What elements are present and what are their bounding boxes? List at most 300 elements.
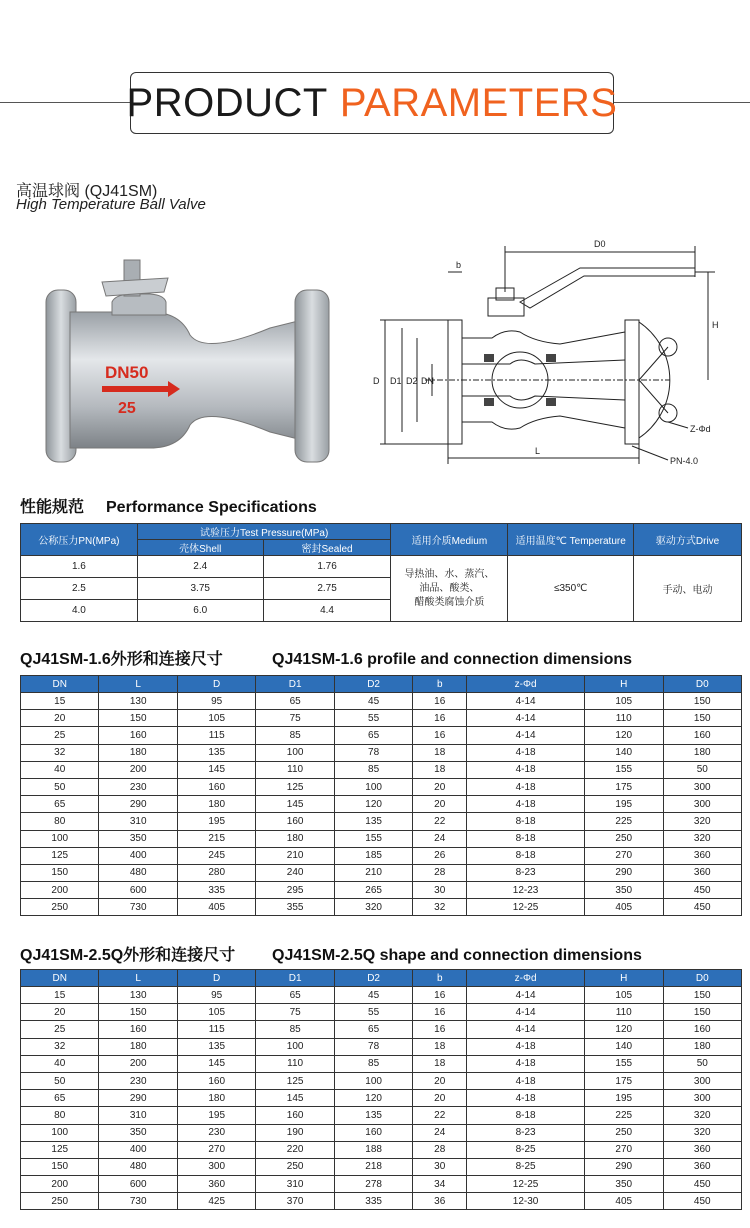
table-cell: 195	[177, 1107, 255, 1124]
table-cell: 4-18	[467, 761, 585, 778]
table-cell: 225	[585, 813, 663, 830]
table-cell: 300	[663, 1072, 742, 1089]
table-cell: 130	[99, 987, 177, 1004]
performance-title-en: Performance Specifications	[106, 499, 317, 516]
drawing-label-l: L	[535, 446, 541, 456]
table-cell: 155	[585, 761, 663, 778]
table-cell: 290	[585, 864, 663, 881]
column-header: L	[99, 970, 177, 987]
table-cell: 405	[177, 899, 255, 916]
table-cell: 160	[334, 1124, 412, 1141]
table-cell: 105	[585, 987, 663, 1004]
table-cell: 110	[585, 710, 663, 727]
table-cell: 4-18	[467, 1038, 585, 1055]
table-cell: 225	[585, 1107, 663, 1124]
table-cell: 450	[663, 899, 742, 916]
column-header: DN	[21, 970, 99, 987]
column-header: H	[585, 970, 663, 987]
table-cell: 600	[99, 1176, 177, 1193]
table-cell: 295	[256, 882, 334, 899]
table-row	[21, 1124, 742, 1141]
cell-sealed: 4.4	[263, 600, 391, 622]
table-cell: 210	[334, 864, 412, 881]
table-cell: 20	[21, 1004, 99, 1021]
table-cell: 4-18	[467, 778, 585, 795]
table-cell: 22	[413, 813, 467, 830]
table-cell: 12-25	[467, 1176, 585, 1193]
table-cell: 145	[177, 1055, 255, 1072]
table-row	[21, 1055, 742, 1072]
table-cell: 160	[256, 1107, 334, 1124]
table-cell: 200	[99, 1055, 177, 1072]
table-cell: 175	[585, 1072, 663, 1089]
table-cell: 190	[256, 1124, 334, 1141]
table-cell: 65	[21, 796, 99, 813]
performance-table	[20, 523, 742, 622]
table-cell: 105	[585, 693, 663, 710]
medium-line: 油品、酸类、	[419, 582, 480, 594]
table-cell: 100	[334, 1072, 412, 1089]
table-cell: 140	[585, 744, 663, 761]
table-row	[21, 710, 742, 727]
cell-shell: 2.4	[137, 556, 263, 578]
stem-handle-plate	[102, 278, 168, 296]
table-cell: 135	[177, 744, 255, 761]
cell-shell: 6.0	[137, 600, 263, 622]
table-cell: 65	[334, 1021, 412, 1038]
table-cell: 160	[177, 778, 255, 795]
table-cell: 270	[585, 1141, 663, 1158]
table-cell: 480	[99, 1158, 177, 1175]
table-cell: 160	[663, 1021, 742, 1038]
table-row	[21, 727, 742, 744]
table-row	[21, 1072, 742, 1089]
table-cell: 450	[663, 882, 742, 899]
column-header: D1	[256, 676, 334, 693]
table-row	[21, 882, 742, 899]
table-cell: 730	[99, 899, 177, 916]
table-cell: 145	[177, 761, 255, 778]
table-cell: 730	[99, 1193, 177, 1210]
header-shell: 壳体Shell	[137, 540, 263, 556]
table-cell: 80	[21, 813, 99, 830]
table-cell: 400	[99, 847, 177, 864]
table-cell: 300	[663, 778, 742, 795]
column-header: D	[177, 970, 255, 987]
table-cell: 135	[334, 813, 412, 830]
table-row	[21, 1038, 742, 1055]
table-cell: 125	[256, 1072, 334, 1089]
table-cell: 195	[177, 813, 255, 830]
table-cell: 18	[413, 1038, 467, 1055]
table-cell: 25	[21, 727, 99, 744]
table-cell: 230	[99, 778, 177, 795]
table-cell: 300	[177, 1158, 255, 1175]
medium-line: 醋酸类腐蚀介质	[414, 596, 485, 608]
column-header: z-Φd	[467, 676, 585, 693]
table-cell: 4-14	[467, 1004, 585, 1021]
table-cell: 185	[334, 847, 412, 864]
table-row	[21, 744, 742, 761]
table-cell: 8-18	[467, 1107, 585, 1124]
table-cell: 65	[334, 727, 412, 744]
drawing-label-d1: D1	[390, 376, 402, 386]
table-cell: 320	[663, 813, 742, 830]
table-cell: 200	[21, 882, 99, 899]
table-cell: 150	[663, 710, 742, 727]
column-header: b	[413, 676, 467, 693]
cell-shell: 3.75	[137, 578, 263, 600]
table-cell: 16	[413, 710, 467, 727]
drawing-label-d: D	[373, 376, 380, 386]
table-cell: 405	[585, 899, 663, 916]
table-row	[21, 1004, 742, 1021]
table-cell: 105	[177, 710, 255, 727]
table-row	[21, 1141, 742, 1158]
table-cell: 8-18	[467, 830, 585, 847]
right-flange	[295, 290, 329, 462]
column-header: D0	[663, 676, 742, 693]
table-row	[21, 1107, 742, 1124]
table-row	[21, 761, 742, 778]
table-cell: 218	[334, 1158, 412, 1175]
table-cell: 290	[585, 1158, 663, 1175]
table-cell: 85	[256, 1021, 334, 1038]
product-title-cn: 高温球阀 (QJ41SM)	[16, 183, 158, 200]
table-cell: 24	[413, 1124, 467, 1141]
table-cell: 320	[663, 830, 742, 847]
drawing-label-d0: D0	[594, 239, 606, 249]
table-cell: 230	[99, 1072, 177, 1089]
table-cell: 40	[21, 761, 99, 778]
cell-pn: 4.0	[21, 600, 138, 622]
table-row	[21, 1158, 742, 1175]
table-cell: 4-14	[467, 1021, 585, 1038]
table-cell: 95	[177, 693, 255, 710]
table-cell: 125	[256, 778, 334, 795]
table-cell: 45	[334, 987, 412, 1004]
table-cell: 85	[256, 727, 334, 744]
table-cell: 450	[663, 1193, 742, 1210]
table-cell: 360	[663, 864, 742, 881]
table-row	[21, 796, 742, 813]
header-medium: 适用介质Medium	[391, 524, 508, 556]
table-row	[21, 1193, 742, 1210]
column-header: D	[177, 676, 255, 693]
column-header: z-Φd	[467, 970, 585, 987]
cell-drive: 手动、电动	[634, 556, 742, 622]
cell-pn: 2.5	[21, 578, 138, 600]
cell-medium	[391, 556, 508, 622]
table-cell: 150	[21, 1158, 99, 1175]
column-header: DN	[21, 676, 99, 693]
table-cell: 30	[413, 1158, 467, 1175]
table-cell: 310	[99, 813, 177, 830]
performance-section-title	[20, 494, 317, 517]
cell-sealed: 2.75	[263, 578, 391, 600]
dims-16-title-cn: QJ41SM-1.6外形和连接尺寸	[20, 651, 223, 668]
table-cell: 600	[99, 882, 177, 899]
table-cell: 200	[99, 761, 177, 778]
table-cell: 195	[585, 1090, 663, 1107]
table-cell: 16	[413, 693, 467, 710]
photo-marking-pn: 25	[118, 400, 136, 417]
table-cell: 16	[413, 727, 467, 744]
drawing-label-b: b	[456, 260, 462, 270]
table-row	[21, 847, 742, 864]
banner-word-parameters: PARAMETERS	[339, 80, 618, 125]
table-cell: 310	[256, 1176, 334, 1193]
table-cell: 26	[413, 847, 467, 864]
banner-word-product: PRODUCT	[126, 80, 328, 125]
table-cell: 145	[256, 796, 334, 813]
dims-25-title-en: QJ41SM-2.5Q shape and connection dimensions	[272, 947, 642, 964]
table-cell: 360	[663, 1141, 742, 1158]
table-cell: 265	[334, 882, 412, 899]
drawing-label-zd: Z-Φd	[690, 424, 711, 434]
table-cell: 140	[585, 1038, 663, 1055]
table-cell: 8-23	[467, 864, 585, 881]
table-cell: 50	[663, 1055, 742, 1072]
cell-sealed: 1.76	[263, 556, 391, 578]
table-cell: 8-25	[467, 1141, 585, 1158]
table-cell: 250	[256, 1158, 334, 1175]
table-cell: 145	[256, 1090, 334, 1107]
drawing-label-dn: DN	[421, 376, 434, 386]
table-cell: 75	[256, 1004, 334, 1021]
table-row	[21, 556, 742, 578]
table-cell: 100	[21, 830, 99, 847]
table-cell: 350	[99, 1124, 177, 1141]
table-cell: 78	[334, 744, 412, 761]
table-cell: 180	[177, 796, 255, 813]
table-cell: 188	[334, 1141, 412, 1158]
cell-temperature: ≤350℃	[508, 556, 634, 622]
table-cell: 4-18	[467, 744, 585, 761]
table-cell: 370	[256, 1193, 334, 1210]
table-cell: 350	[99, 830, 177, 847]
table-row	[21, 1021, 742, 1038]
table-cell: 8-23	[467, 1124, 585, 1141]
table-cell: 150	[21, 864, 99, 881]
table-cell: 85	[334, 761, 412, 778]
table-cell: 36	[413, 1193, 467, 1210]
dims-25-title-cn: QJ41SM-2.5Q外形和连接尺寸	[20, 947, 236, 964]
table-cell: 65	[21, 1090, 99, 1107]
table-cell: 250	[585, 830, 663, 847]
table-cell: 110	[585, 1004, 663, 1021]
table-cell: 16	[413, 1021, 467, 1038]
table-cell: 50	[663, 761, 742, 778]
table-cell: 240	[256, 864, 334, 881]
table-cell: 12-23	[467, 882, 585, 899]
table-cell: 278	[334, 1176, 412, 1193]
header-test-pressure: 试验压力Test Pressure(MPa)	[137, 524, 391, 540]
table-cell: 4-18	[467, 1072, 585, 1089]
table-cell: 55	[334, 1004, 412, 1021]
table-cell: 8-25	[467, 1158, 585, 1175]
column-header: D1	[256, 970, 334, 987]
dims-16-section-title	[20, 646, 632, 669]
table-row	[21, 899, 742, 916]
table-cell: 20	[413, 796, 467, 813]
table-cell: 16	[413, 987, 467, 1004]
table-cell: 18	[413, 1055, 467, 1072]
table-cell: 320	[663, 1107, 742, 1124]
drawing-label-d2: D2	[406, 376, 418, 386]
cell-pn: 1.6	[21, 556, 138, 578]
table-cell: 180	[99, 1038, 177, 1055]
table-cell: 150	[663, 1004, 742, 1021]
valve-bonnet	[112, 294, 166, 315]
photo-marking-dn: DN50	[105, 363, 149, 382]
table-cell: 20	[21, 710, 99, 727]
table-cell: 245	[177, 847, 255, 864]
table-cell: 335	[177, 882, 255, 899]
table-cell: 22	[413, 1107, 467, 1124]
column-header: H	[585, 676, 663, 693]
table-cell: 32	[21, 744, 99, 761]
table-cell: 20	[413, 778, 467, 795]
table-cell: 180	[177, 1090, 255, 1107]
table-cell: 24	[413, 830, 467, 847]
table-cell: 78	[334, 1038, 412, 1055]
table-cell: 180	[99, 744, 177, 761]
table-cell: 360	[663, 847, 742, 864]
table-cell: 150	[663, 693, 742, 710]
column-header: D2	[334, 676, 412, 693]
table-cell: 4-14	[467, 710, 585, 727]
table-cell: 50	[21, 778, 99, 795]
table-cell: 355	[256, 899, 334, 916]
table-cell: 95	[177, 987, 255, 1004]
table-cell: 100	[21, 1124, 99, 1141]
drawing-label-pn: PN-4.0	[670, 456, 699, 466]
table-cell: 270	[585, 847, 663, 864]
table-cell: 180	[663, 744, 742, 761]
table-cell: 18	[413, 761, 467, 778]
table-cell: 25	[21, 1021, 99, 1038]
table-row	[21, 813, 742, 830]
table-cell: 480	[99, 864, 177, 881]
table-cell: 30	[413, 882, 467, 899]
table-cell: 65	[256, 693, 334, 710]
drawing-label-h: H	[712, 320, 719, 330]
table-cell: 115	[177, 727, 255, 744]
table-cell: 4-18	[467, 796, 585, 813]
table-cell: 100	[256, 1038, 334, 1055]
table-cell: 4-14	[467, 693, 585, 710]
table-row	[21, 778, 742, 795]
table-cell: 250	[585, 1124, 663, 1141]
table-cell: 300	[663, 796, 742, 813]
table-cell: 15	[21, 987, 99, 1004]
product-title-en: High Temperature Ball Valve	[16, 196, 206, 213]
table-cell: 135	[177, 1038, 255, 1055]
table-cell: 250	[21, 899, 99, 916]
table-cell: 230	[177, 1124, 255, 1141]
table-cell: 125	[21, 1141, 99, 1158]
table-cell: 65	[256, 987, 334, 1004]
header-temperature: 适用温度℃ Temperature	[508, 524, 634, 556]
table-row	[21, 1176, 742, 1193]
table-cell: 115	[177, 1021, 255, 1038]
table-cell: 450	[663, 1176, 742, 1193]
table-cell: 4-14	[467, 727, 585, 744]
table-row	[21, 864, 742, 881]
table-cell: 18	[413, 744, 467, 761]
table-cell: 160	[177, 1072, 255, 1089]
table-cell: 335	[334, 1193, 412, 1210]
table-cell: 425	[177, 1193, 255, 1210]
table-cell: 32	[21, 1038, 99, 1055]
table-cell: 150	[663, 987, 742, 1004]
table-row	[21, 830, 742, 847]
table-cell: 360	[177, 1176, 255, 1193]
table-cell: 4-18	[467, 1090, 585, 1107]
table-cell: 85	[334, 1055, 412, 1072]
table-cell: 80	[21, 1107, 99, 1124]
table-cell: 32	[413, 899, 467, 916]
banner-title-box	[126, 72, 618, 134]
table-row	[21, 1090, 742, 1107]
table-cell: 160	[99, 1021, 177, 1038]
table-cell: 40	[21, 1055, 99, 1072]
table-cell: 150	[99, 1004, 177, 1021]
table-cell: 28	[413, 1141, 467, 1158]
table-row	[21, 693, 742, 710]
table-cell: 250	[21, 1193, 99, 1210]
dims-25-section-title	[20, 942, 642, 965]
dims-16-title-en: QJ41SM-1.6 profile and connection dimensions	[272, 651, 633, 668]
table-row	[21, 987, 742, 1004]
dims-25-table	[20, 969, 742, 1210]
table-cell: 20	[413, 1072, 467, 1089]
table-cell: 180	[663, 1038, 742, 1055]
table-cell: 105	[177, 1004, 255, 1021]
column-header: L	[99, 676, 177, 693]
table-cell: 405	[585, 1193, 663, 1210]
column-header: b	[413, 970, 467, 987]
header-sealed: 密封Sealed	[263, 540, 391, 556]
table-cell: 280	[177, 864, 255, 881]
table-cell: 110	[256, 1055, 334, 1072]
header-drive: 驱动方式Drive	[634, 524, 742, 556]
table-cell: 120	[334, 796, 412, 813]
table-cell: 210	[256, 847, 334, 864]
table-cell: 20	[413, 1090, 467, 1107]
table-cell: 34	[413, 1176, 467, 1193]
table-cell: 290	[99, 1090, 177, 1107]
table-cell: 12-25	[467, 899, 585, 916]
table-cell: 175	[585, 778, 663, 795]
table-cell: 200	[21, 1176, 99, 1193]
table-cell: 4-14	[467, 987, 585, 1004]
table-cell: 300	[663, 1090, 742, 1107]
table-cell: 120	[585, 1021, 663, 1038]
table-cell: 120	[585, 727, 663, 744]
table-cell: 160	[663, 727, 742, 744]
column-header: D0	[663, 970, 742, 987]
table-cell: 150	[99, 710, 177, 727]
header-pn: 公称压力PN(MPa)	[21, 524, 138, 556]
table-cell: 45	[334, 693, 412, 710]
table-cell: 8-18	[467, 847, 585, 864]
table-cell: 4-18	[467, 1055, 585, 1072]
table-cell: 12-30	[467, 1193, 585, 1210]
table-cell: 15	[21, 693, 99, 710]
table-cell: 160	[99, 727, 177, 744]
